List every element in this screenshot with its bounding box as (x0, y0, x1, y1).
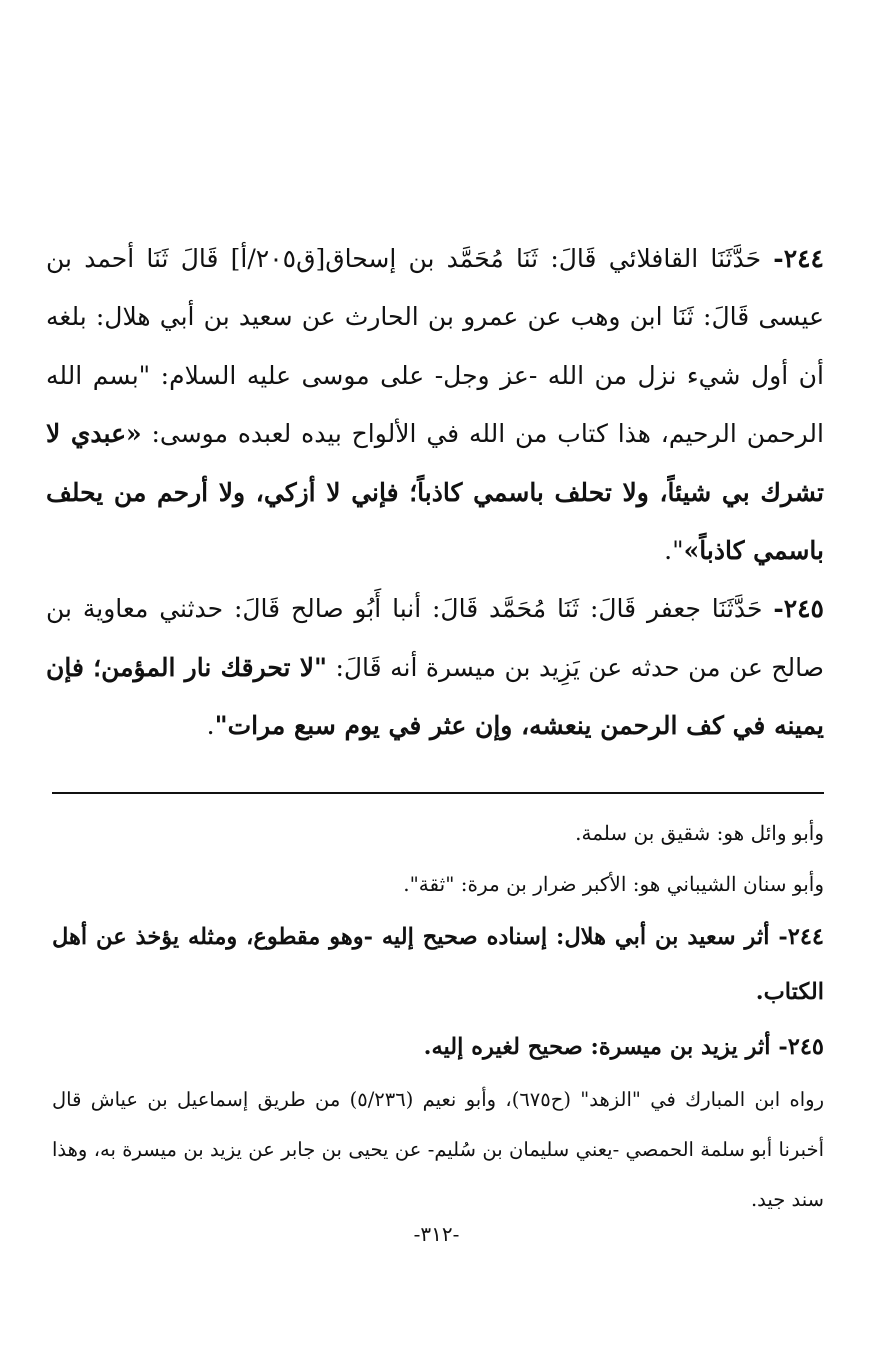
footnote-divider (52, 792, 824, 794)
entry-245-paragraph (46, 580, 824, 755)
page-number: -٣١٢- (413, 1222, 460, 1246)
entry-245-isnad: حَدَّثَنَا جعفر قَالَ: ثَنَا مُحَمَّد قَالَ: أنبا أَبُو صالح قَالَ: حدثني معاوية بن صالح عن من حدثه عن يَزِيد بن ميسرة أنه قَالَ: (46, 594, 824, 682)
footnotes (52, 808, 824, 1225)
entry-245-quote: "لا تحرقك نار المؤمن؛ فإن يمينه في كف الرحمن ينعشه، وإن عثر في يوم سبع مرات" (46, 652, 824, 741)
entry-245-number: ٢٤٥- (773, 594, 824, 624)
entry-244-closing: ". (664, 536, 684, 566)
footnote-takhrij: رواه ابن المبارك في "الزهد" (ح٦٧٥)، وأبو نعيم (٥/٢٣٦) من طريق إسماعيل بن عياش قال أخبرنا أبو سلمة الحمصي -يعني سليمان بن سُليم- عن يحيى بن جابر عن يزيد بن ميسرة به، وهذا سند جيد. (52, 1088, 824, 1211)
main-text (46, 230, 824, 756)
entry-244-isnad: حَدَّثَنَا القافلائي قَالَ: ثَنَا مُحَمَّد بن إسحاق[ق٢٠٥/أ] قَالَ ثَنَا أحمد بن عيسى قَالَ: ثَنَا ابن وهب عن عمرو بن الحارث عن سعيد بن أبي هلال: بلغه أن أول شيء نزل من الله -عز وجل- على موسى عليه السلام: "بسم الله الرحمن الرحيم، هذا كتاب من الله في الألواح بيده لعبده موسى: (46, 244, 824, 449)
footnote-245: ٢٤٥- أثر يزيد بن ميسرة: صحيح لغيره إليه. (423, 1034, 824, 1060)
footnote-244: ٢٤٤- أثر سعيد بن أبي هلال: إسناده صحيح إليه -وهو مقطوع، ومثله يؤخذ عن أهل الكتاب. (52, 924, 824, 1005)
footnote-line-abu-wail: وأبو وائل هو: شقيق بن سلمة. (575, 821, 824, 845)
entry-245-closing: . (206, 711, 215, 741)
footnote-line-abu-sinan: وأبو سنان الشيباني هو: الأكبر ضرار بن مرة: "ثقة". (403, 872, 824, 896)
entry-244-quote: «عبدي لا تشرك بي شيئاً، ولا تحلف باسمي كاذباً؛ فإني لا أزكي، ولا أرحم من يحلف باسمي كاذباً» (46, 419, 824, 566)
entry-244-paragraph (46, 230, 824, 580)
entry-244-number: ٢٤٤- (773, 244, 824, 273)
